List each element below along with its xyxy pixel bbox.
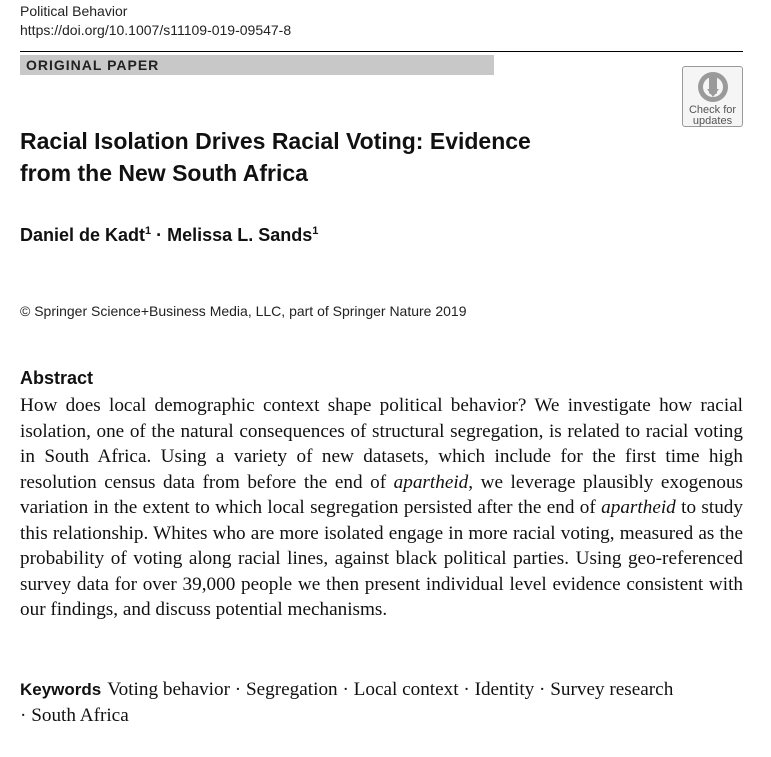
- abstract-text: , we leverage plausibly exogenous variation in the extent to which local segregation persisted after the end of: [20, 471, 743, 518]
- keyword-item: Local context: [353, 679, 459, 700]
- abstract-heading: Abstract: [20, 368, 94, 388]
- paper-title: Racial Isolation Drives Racial Voting: Evidence from the New South Africa: [20, 128, 531, 186]
- abstract-text: to study this relationship. Whites who are more isolated engage in more racial voting, measured as the probability of voting along racial lines, against black political parties. Using geo-referenced survey data for over 39,000 people we then present individual level evidence consistent with our findings, and discuss potential mechanisms.: [20, 497, 743, 620]
- abstract-text: How does local demographic context shape political behavior? We investigate how racial isolation, one of the natural consequences of structural segregation, is related to racial voting in South Africa. Using a variety of new datasets, which include for the first time high resolution census data from before the end of: [20, 395, 743, 493]
- keyword-item: Identity: [474, 679, 535, 700]
- keywords-label: Keywords: [20, 680, 102, 699]
- keyword-separator: ·: [20, 705, 32, 726]
- badge-line-2: updates: [692, 115, 733, 127]
- keyword-separator: ·: [230, 679, 246, 700]
- keyword-separator: ·: [337, 679, 354, 700]
- abstract-text-italic: apartheid: [601, 497, 676, 518]
- author-separator: ·: [151, 225, 168, 245]
- keyword-separator: ·: [458, 679, 475, 700]
- check-for-updates-badge[interactable]: [682, 66, 743, 127]
- doi-link[interactable]: https://doi.org/10.1007/s11109-019-09547-8: [20, 22, 292, 38]
- author-affiliation: 1: [312, 225, 319, 237]
- abstract-body: [20, 393, 743, 623]
- keywords: [20, 677, 680, 729]
- author-list: [20, 222, 318, 248]
- keyword-separator: ·: [534, 679, 551, 700]
- keyword-item: Voting behavior: [107, 679, 230, 700]
- author-name[interactable]: Melissa L. Sands: [167, 225, 313, 245]
- badge-line-1: Check for: [688, 104, 737, 116]
- check-for-updates-icon: [696, 70, 730, 104]
- header-rule: [20, 51, 743, 52]
- abstract-text-italic: apartheid: [393, 471, 469, 493]
- author-affiliation: 1: [145, 225, 152, 237]
- keyword-item: South Africa: [31, 705, 129, 726]
- copyright-notice: © Springer Science+Business Media, LLC, part of Springer Nature 2019: [20, 303, 467, 319]
- section-label: ORIGINAL PAPER: [20, 55, 494, 75]
- journal-name: Political Behavior: [20, 3, 128, 19]
- keyword-item: Survey research: [550, 679, 674, 700]
- author-name[interactable]: Daniel de Kadt: [20, 225, 146, 245]
- keyword-item: Segregation: [245, 679, 338, 700]
